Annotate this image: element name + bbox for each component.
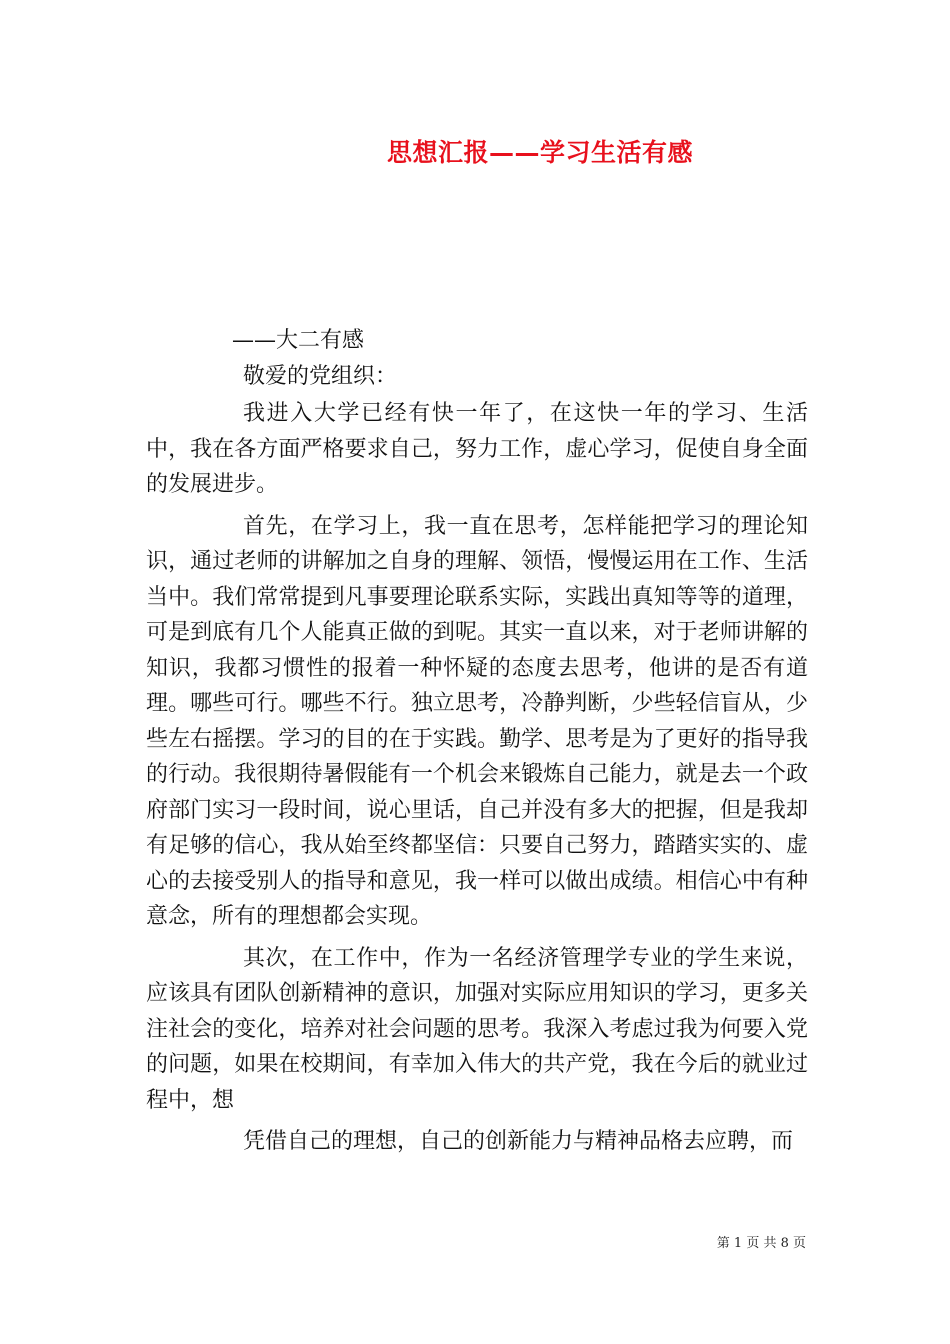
- paragraph-4: 凭借自己的理想，自己的创新能力与精神品格去应聘，而: [243, 1129, 794, 1154]
- paragraph-2: 首先，在学习上，我一直在思考，怎样能把学习的理论知识，通过老师的讲解加之自身的理解、领悟，慢慢运用在工作、生活当中。我们常常提到凡事要理论联系实际，实践出真知等等的道理，可是到底有几个人能真正做的到呢。其实一直以来，对于老师讲解的知识，我都习惯性的报着一种怀疑的态度去思考，他讲的是否有道理。哪些可行。哪些不行。独立思考，冷静判断，少些轻信盲从，少些左右摇摆。学习的目的在于实践。勤学、思考是为了更好的指导我的行动。我很期待暑假能有一个机会来锻炼自己能力，就是去一个政府部门实习一段时间，说心里话，自己并没有多大的把握，但是我却有足够的信心，我从始至终都坚信：只要自己努力，踏踏实实的、虚心的去接受别人的指导和意见，我一样可以做出成绩。相信心中有种意念，所有的理想都会实现。: [146, 513, 808, 929]
- page-number: 第 1 页 共 8 页: [716, 1236, 806, 1251]
- document-body: [146, 396, 808, 1166]
- document-subtitle: ——大二有感: [232, 328, 365, 353]
- paragraph-3: 其次，在工作中，作为一名经济管理学专业的学生来说，应该具有团队创新精神的意识，加强对实际应用知识的学习，更多关注社会的变化，培养对社会问题的思考。我深入考虑过我为何要入党的问题，如果在校期间，有幸加入伟大的共产党，我在今后的就业过程中，想: [146, 945, 808, 1113]
- salutation: 敬爱的党组织：: [243, 364, 398, 389]
- document-title: 思想汇报——学习生活有感: [386, 138, 693, 167]
- paragraph-1: 我进入大学已经有快一年了，在这快一年的学习、生活中，我在各方面严格要求自己，努力工作，虚心学习，促使自身全面的发展进步。: [146, 401, 808, 497]
